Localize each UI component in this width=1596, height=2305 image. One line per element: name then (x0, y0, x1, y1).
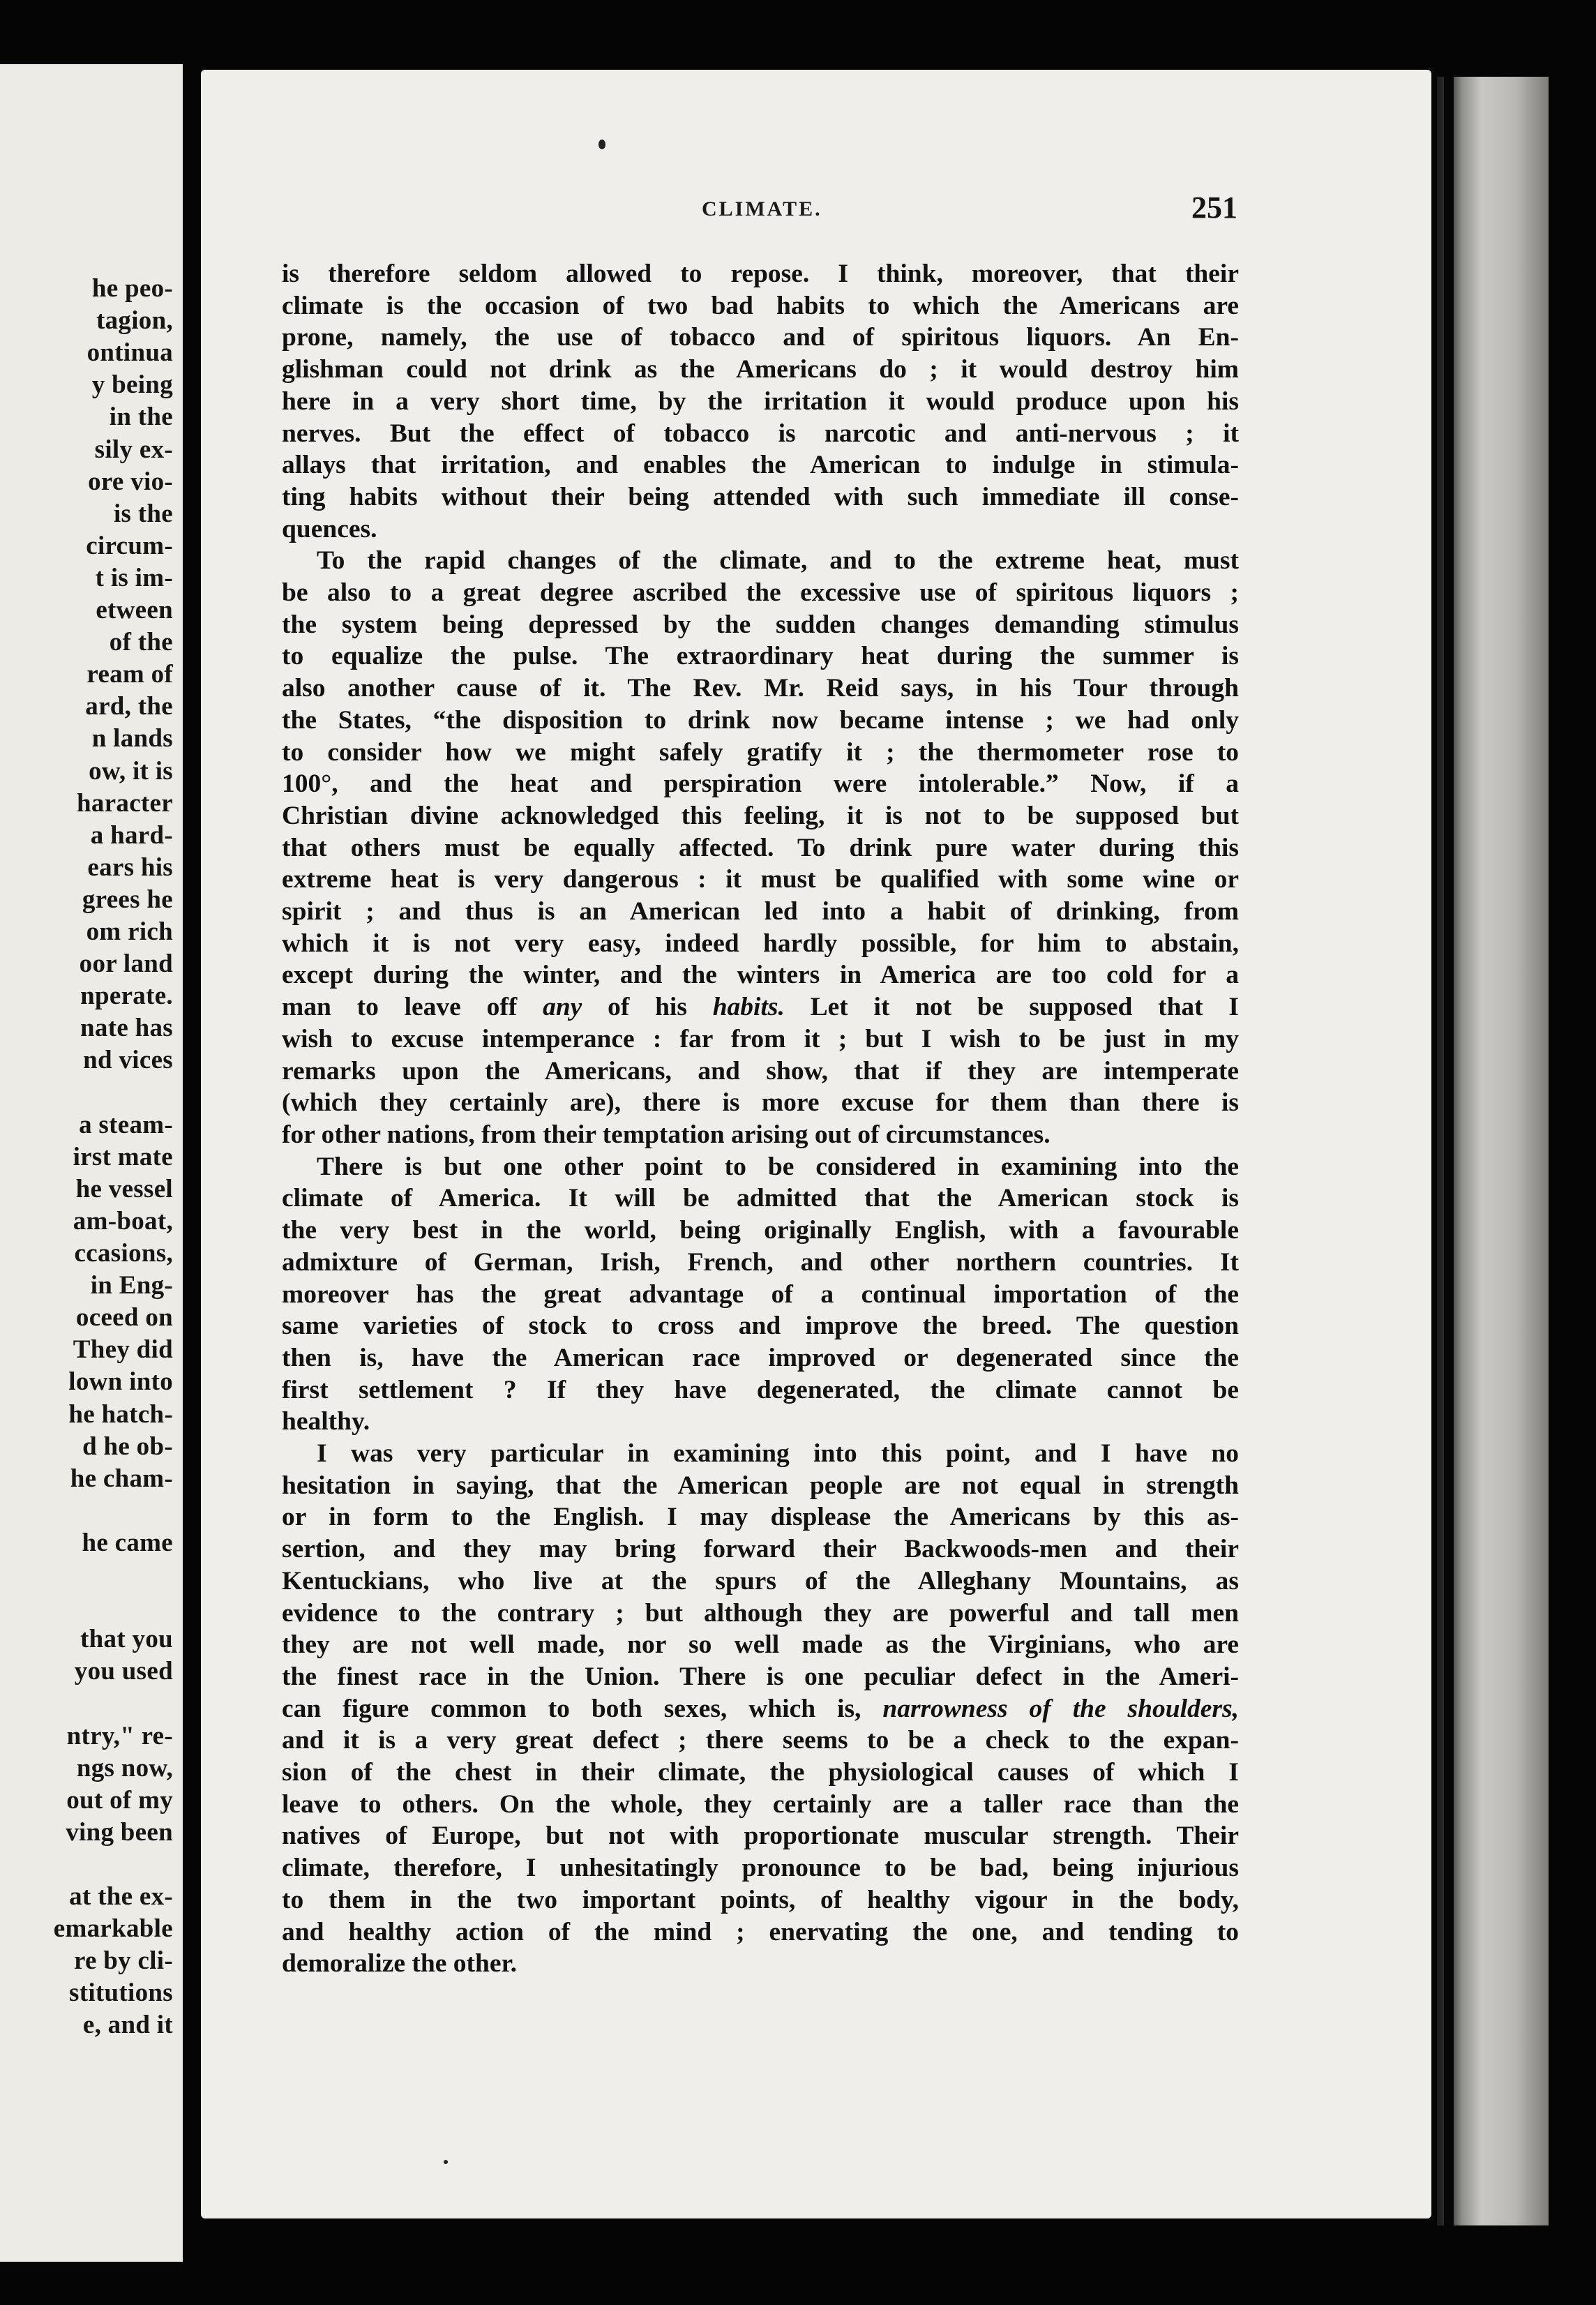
text-line: they are not well made, nor so well made as the Virginians, who are (282, 1630, 1239, 1660)
text-line: climate of America. It will be admitted that the American stock is (282, 1184, 1239, 1213)
text-line: moreover has the great advantage of a continual importation of the (282, 1279, 1239, 1309)
text-line: remarks upon the Americans, and show, that if they are intemperate (282, 1056, 1239, 1086)
text-line: the States, “the disposition to drink now became intense ; we had only (282, 705, 1239, 735)
facing-page-line: re by cli- (73, 1946, 173, 1976)
facing-page-line: tagion, (96, 306, 173, 336)
text-line: quences. (282, 514, 377, 543)
facing-page-line: ngs now, (76, 1753, 173, 1782)
text-line: evidence to the contrary ; but although they are powerful and tall men (282, 1598, 1239, 1628)
text-line: ting habits without their being attended with such immediate ill conse- (282, 482, 1239, 511)
facing-page-line: a steam- (79, 1110, 173, 1139)
text-line: to them in the two important points, of healthy vigour in the body, (282, 1885, 1239, 1914)
facing-page-line: he hatch- (68, 1399, 173, 1429)
text-line: then is, have the American race improved or degenerated since the (282, 1343, 1239, 1372)
text-line: here in a very short time, by the irritation it would produce upon his (282, 386, 1239, 416)
text-line: extreme heat is very dangerous : it must be qualified with some wine or (282, 865, 1239, 894)
text-line: climate is the occasion of two bad habits to which the Americans are (282, 291, 1239, 320)
page-number: 251 (1191, 190, 1237, 225)
text-line: climate, therefore, I unhesitatingly pronounce to be bad, being injurious (282, 1854, 1239, 1883)
text-line: and healthy action of the mind ; enervating the one, and tending to (282, 1917, 1239, 1946)
facing-page-line: n lands (91, 724, 173, 753)
text-line: the finest race in the Union. There is one peculiar defect in the Ameri- (282, 1662, 1239, 1691)
facing-page-line: nd vices (83, 1046, 173, 1075)
text-line: admixture of German, Irish, French, and other northern countries. It (282, 1247, 1239, 1277)
facing-page-line: am-boat, (73, 1206, 173, 1236)
text-line: natives of Europe, but not with proportionate muscular strength. Their (282, 1822, 1239, 1851)
text-line (282, 991, 1239, 1023)
facing-page-line: y being (91, 370, 173, 400)
text-line: same varieties of stock to cross and improve the breed. The question (282, 1312, 1239, 1341)
facing-page-line: he cham- (70, 1464, 173, 1493)
facing-page-line: at the ex- (69, 1882, 173, 1911)
facing-page-line: sily ex- (94, 435, 173, 464)
facing-page-line: of the (109, 628, 173, 657)
facing-page-line: he vessel (75, 1174, 173, 1203)
facing-page-line: ore vio- (88, 467, 173, 496)
text-line: I was very particular in examining into this point, and I have no (317, 1439, 1239, 1469)
facing-page-line: ears his (87, 853, 173, 882)
text-line: the very best in the world, being originally English, with a favourable (282, 1216, 1239, 1245)
page-edge-shadow (1437, 77, 1549, 2225)
text-line: for other nations, from their temptation arising out of circumstances. (282, 1120, 1051, 1149)
facing-page-line: that you (80, 1625, 173, 1654)
ink-speck (598, 140, 605, 149)
facing-page-line: om rich (86, 917, 173, 946)
text-line: also another cause of it. The Rev. Mr. Reid says, in his Tour through (282, 674, 1239, 703)
facing-page-line: lown into (68, 1367, 173, 1397)
facing-page-line: ntry," re- (66, 1721, 173, 1750)
facing-page-line: t is im- (95, 563, 173, 592)
facing-page-line: They did (73, 1335, 173, 1365)
text-line: sertion, and they may bring forward their Backwoods-men and their (282, 1535, 1239, 1564)
italic-phrase: narrowness of the shoulders, (882, 1694, 1239, 1723)
facing-page-line: in the (109, 403, 173, 432)
text-line: the system being depressed by the sudden changes demanding stimulus (282, 610, 1239, 639)
text-line: be also to a great degree ascribed the excessive use of spiritous liquors ; (282, 578, 1239, 608)
text-span: can figure common to both sexes, which is, (282, 1694, 883, 1723)
text-span: of his (582, 993, 713, 1022)
text-line: wish to excuse intemperance : far from it ; but I wish to be just in my (282, 1024, 1239, 1053)
text-line: Kentuckians, who live at the spurs of the Alleghany Mountains, as (282, 1566, 1239, 1596)
text-line: To the rapid changes of the climate, and to the extreme heat, must (317, 546, 1239, 576)
facing-page-line: is the (113, 499, 173, 528)
facing-page-fragment (0, 64, 183, 2262)
text-line: allays that irritation, and enables the American to indulge in stimula- (282, 451, 1239, 480)
facing-page-line: e, and it (82, 2011, 173, 2040)
facing-page-line: ream of (86, 660, 173, 689)
text-line: healthy. (282, 1407, 370, 1436)
facing-page-line: ontinua (86, 338, 173, 368)
facing-page-line: oceed on (75, 1303, 173, 1332)
facing-page-line: nperate. (80, 982, 173, 1011)
facing-page-line: circum- (86, 531, 173, 560)
text-line: except during the winter, and the winters in America are too cold for a (282, 961, 1239, 990)
text-span: man to leave off (282, 993, 543, 1022)
facing-page-line: stitutions (69, 1979, 173, 2008)
text-line: or in form to the English. I may displease the Americans by this as- (282, 1503, 1239, 1532)
facing-page-line: grees he (82, 885, 173, 914)
facing-page-line: d he ob- (82, 1432, 173, 1461)
running-head: CLIMATE. (702, 197, 822, 220)
facing-page-line: a hard- (90, 820, 173, 850)
text-line: nerves. But the effect of tobacco is narcotic and anti-nervous ; it (282, 419, 1239, 448)
facing-page-line: he came (82, 1528, 173, 1557)
facing-page-line: ow, it is (89, 756, 173, 786)
facing-page-line: ccasions, (74, 1239, 173, 1268)
ink-speck (444, 2160, 448, 2164)
body-text (282, 258, 1239, 1980)
page-edge-line (1444, 77, 1454, 2225)
text-line: spirit ; and thus is an American led into a habit of drinking, from (282, 897, 1239, 926)
text-line: There is but one other point to be considered in examining into the (317, 1152, 1239, 1181)
text-line: demoralize the other. (282, 1949, 518, 1979)
facing-page-line: you used (74, 1657, 173, 1686)
facing-page-line: nate has (80, 1014, 173, 1043)
text-line: to consider how we might safely gratify it ; the thermometer rose to (282, 737, 1239, 767)
facing-page-line: haracter (77, 788, 173, 818)
italic-phrase: any (543, 993, 582, 1022)
facing-page-line: he peo- (91, 274, 173, 303)
facing-page-line: irst mate (73, 1142, 173, 1171)
facing-page-line: etween (96, 596, 173, 624)
text-line: to equalize the pulse. The extraordinary heat during the summer is (282, 642, 1239, 671)
facing-page-line: out of my (66, 1785, 173, 1815)
facing-page-line: ard, the (85, 692, 173, 721)
text-line: leave to others. On the whole, they certainly are a taller race than the (282, 1789, 1239, 1819)
text-line: sion of the chest in their climate, the physiological causes of which I (282, 1758, 1239, 1787)
text-line (282, 1693, 1239, 1725)
text-line: is therefore seldom allowed to repose. I think, moreover, that their (282, 260, 1239, 288)
text-line: which it is not very easy, indeed hardly possible, for him to abstain, (282, 929, 1239, 958)
text-line: prone, namely, the use of tobacco and of spiritous liquors. An En- (282, 323, 1239, 352)
text-line: and it is a very great defect ; there seems to be a check to the expan- (282, 1726, 1239, 1755)
text-line: 100°, and the heat and perspiration were intolerable.” Now, if a (282, 769, 1239, 799)
text-line: first settlement ? If they have degenerated, the climate cannot be (282, 1375, 1239, 1404)
facing-page-line: oor land (79, 949, 173, 979)
italic-phrase: habits. (712, 993, 785, 1022)
text-line: glishman could not drink as the Americans do ; it would destroy him (282, 355, 1239, 384)
text-line: Christian divine acknowledged this feeling, it is not to be supposed but (282, 801, 1239, 830)
text-line: hesitation in saying, that the American people are not equal in strength (282, 1471, 1239, 1500)
text-line: (which they certainly are), there is more excuse for them than there is (282, 1088, 1239, 1118)
text-span: Let it not be supposed that I (784, 993, 1240, 1022)
facing-page-line: emarkable (53, 1914, 173, 1944)
facing-page-line: ving been (66, 1817, 173, 1847)
text-line: that others must be equally affected. To drink pure water during this (282, 833, 1239, 862)
facing-page-line: in Eng- (90, 1271, 173, 1300)
